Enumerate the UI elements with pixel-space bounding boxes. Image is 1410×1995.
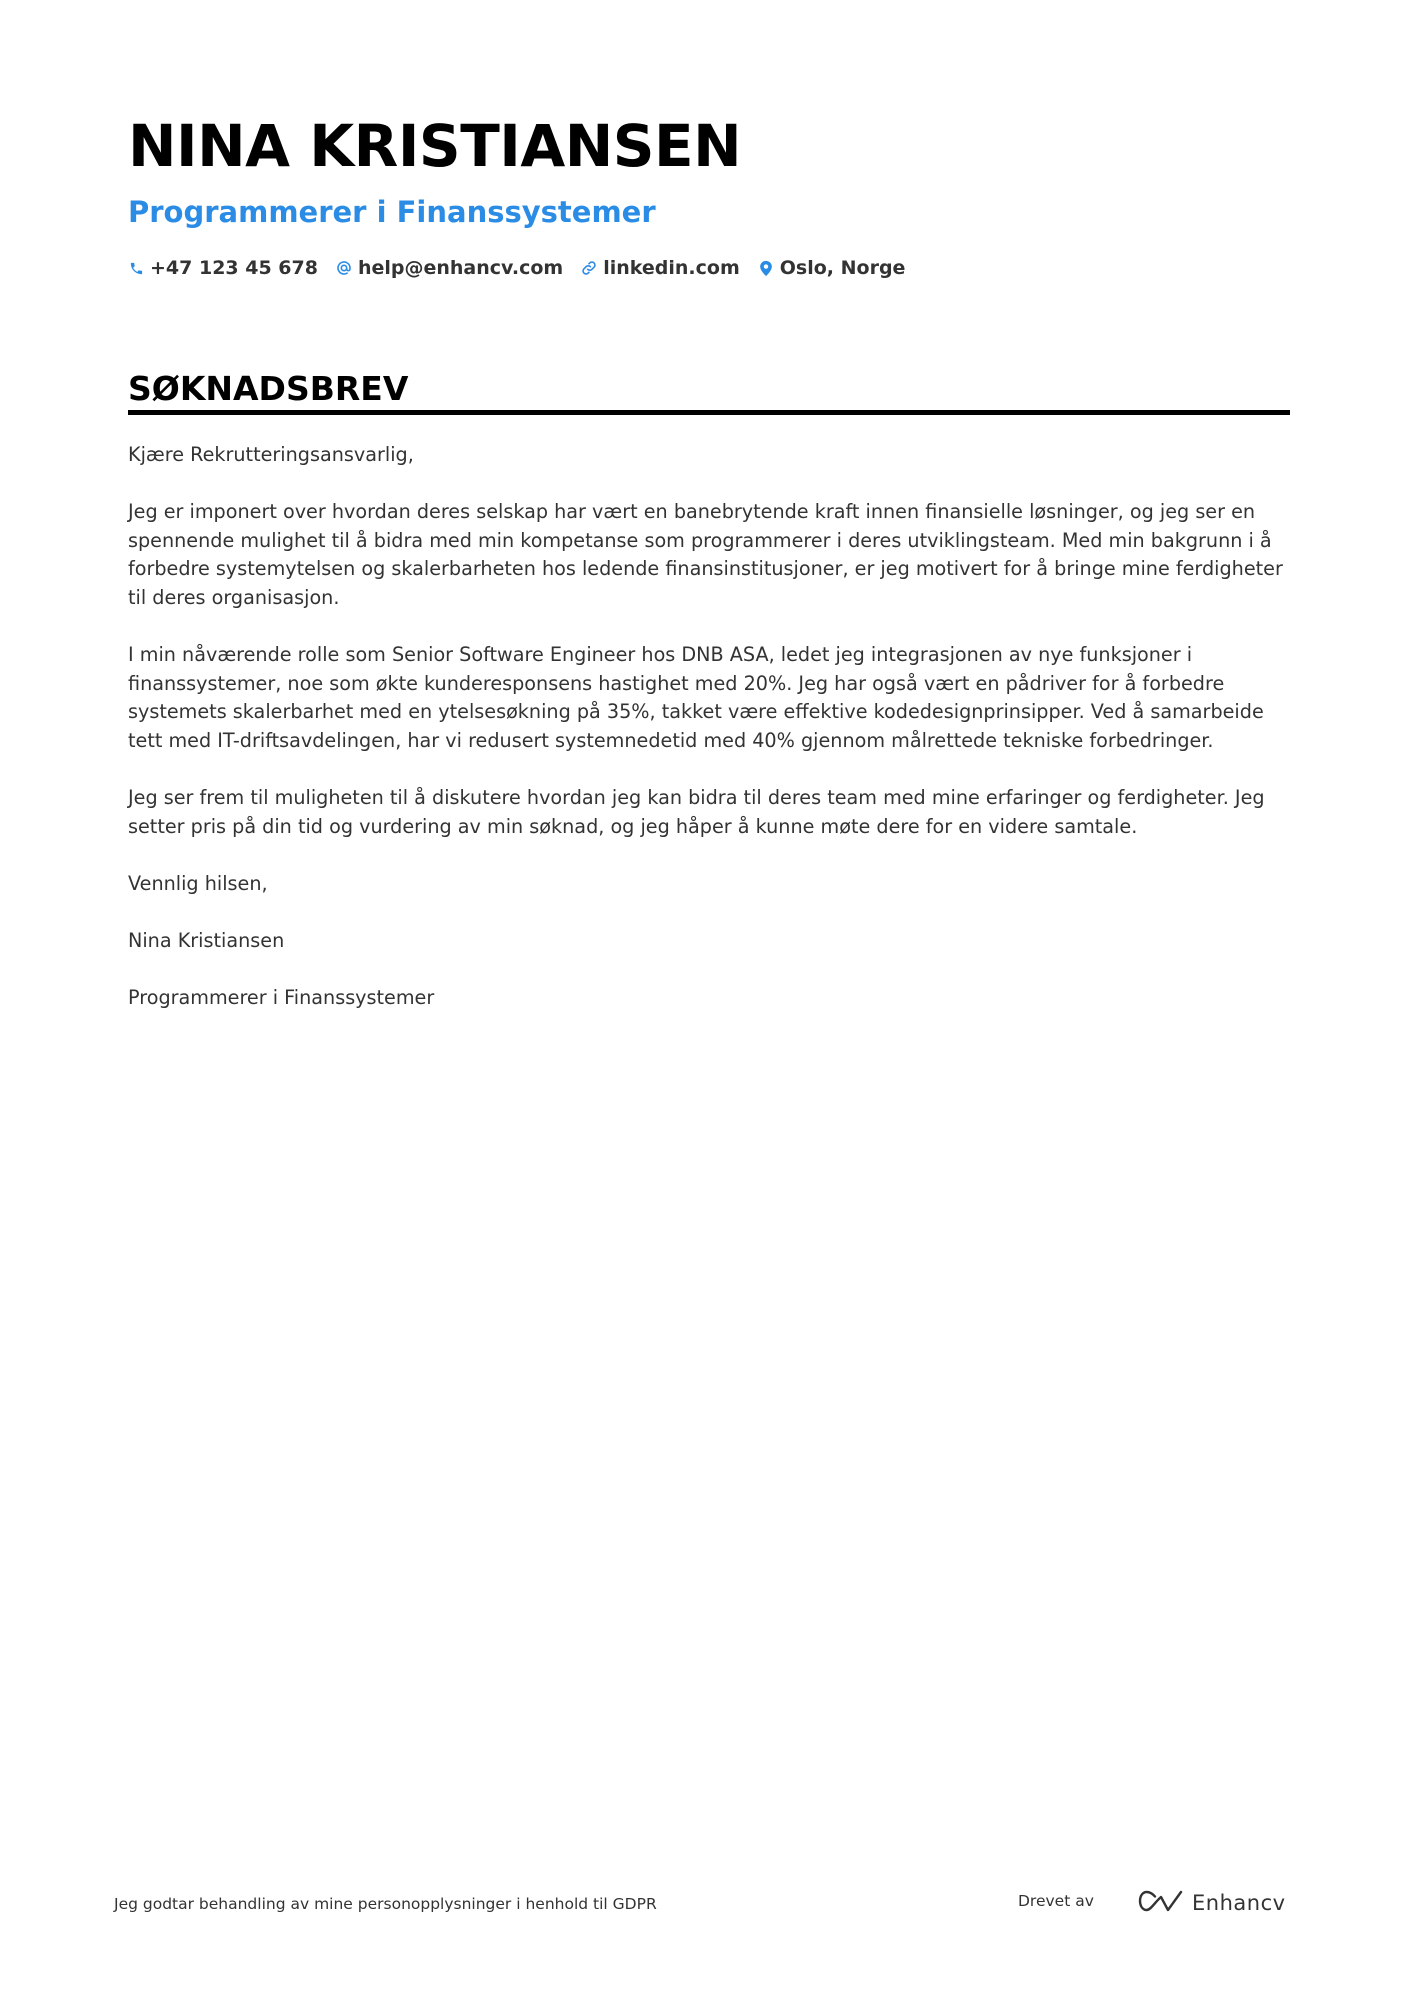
applicant-job-title: Programmerer i Finanssystemer [128, 195, 656, 229]
letter-body [128, 441, 1290, 1041]
letter-paragraph: Jeg er imponert over hvordan deres selskap har vært en banebrytende kraft innen finansielle løsninger, og jeg ser en spennende mulighet til å bidra med min kompetanse som programmerer i deres utviklingsteam. Med min bakgrunn i å forbedre systemytelsen og skalerbarheten hos ledende finansinstitusjoner, er jeg motivert for å bringe mine ferdigheter til deres organisasjon. [128, 500, 1283, 609]
signature-name: Nina Kristiansen [128, 929, 285, 953]
contact-location-text: Oslo, Norge [779, 257, 906, 279]
contact-linkedin-text: linkedin.com [603, 257, 740, 279]
contact-location [758, 257, 906, 279]
contact-linkedin[interactable] [581, 257, 740, 279]
contact-bar [128, 254, 923, 282]
section-divider [128, 410, 1290, 415]
location-pin-icon [758, 259, 774, 277]
signature-title: Programmerer i Finanssystemer [128, 986, 435, 1010]
letter-greeting: Kjære Rekrutteringsansvarlig, [128, 443, 414, 466]
brand-logo[interactable] [1138, 1887, 1286, 1919]
link-icon [581, 259, 597, 277]
letter-paragraph: I min nåværende rolle som Senior Software Engineer hos DNB ASA, ledet jeg integrasjonen av nye funksjoner i finanssystemer, noe som økte kunderesponsens hastighet med 20%. Jeg har også vært en pådriver for å forbedre systemets skalerbarhet med en ytelsesøkning på 35%, takket være effektive kodedesignprinsipper. Ved å samarbeide tett med IT-driftsavdelingen, har vi redusert systemnedetid med 40% gjennom målrettede tekniske forbedringer. [128, 643, 1264, 752]
phone-icon [128, 259, 144, 277]
letter-paragraph: Jeg ser frem til muligheten til å diskutere hvordan jeg kan bidra til deres team med mine erfaringer og ferdigheter. Jeg setter pris på din tid og vurdering av min søknad, og jeg håper å kunne møte dere for en videre samtale. [128, 786, 1265, 838]
contact-email[interactable] [336, 257, 563, 279]
applicant-name: NINA KRISTIANSEN [128, 112, 742, 180]
section-title: SØKNADSBREV [128, 369, 409, 408]
gdpr-consent-text: Jeg godtar behandling av mine personopplysninger i henhold til GDPR [114, 1895, 657, 1913]
at-icon [336, 259, 352, 277]
contact-phone[interactable] [128, 257, 318, 279]
enhancv-logo-icon [1138, 1888, 1184, 1919]
letter-closing: Vennlig hilsen, [128, 871, 268, 895]
contact-phone-text: +47 123 45 678 [150, 257, 318, 279]
powered-by-text: Drevet av [1018, 1892, 1094, 1910]
brand-name: Enhancv [1192, 1891, 1286, 1915]
contact-email-text: help@enhancv.com [357, 257, 564, 279]
